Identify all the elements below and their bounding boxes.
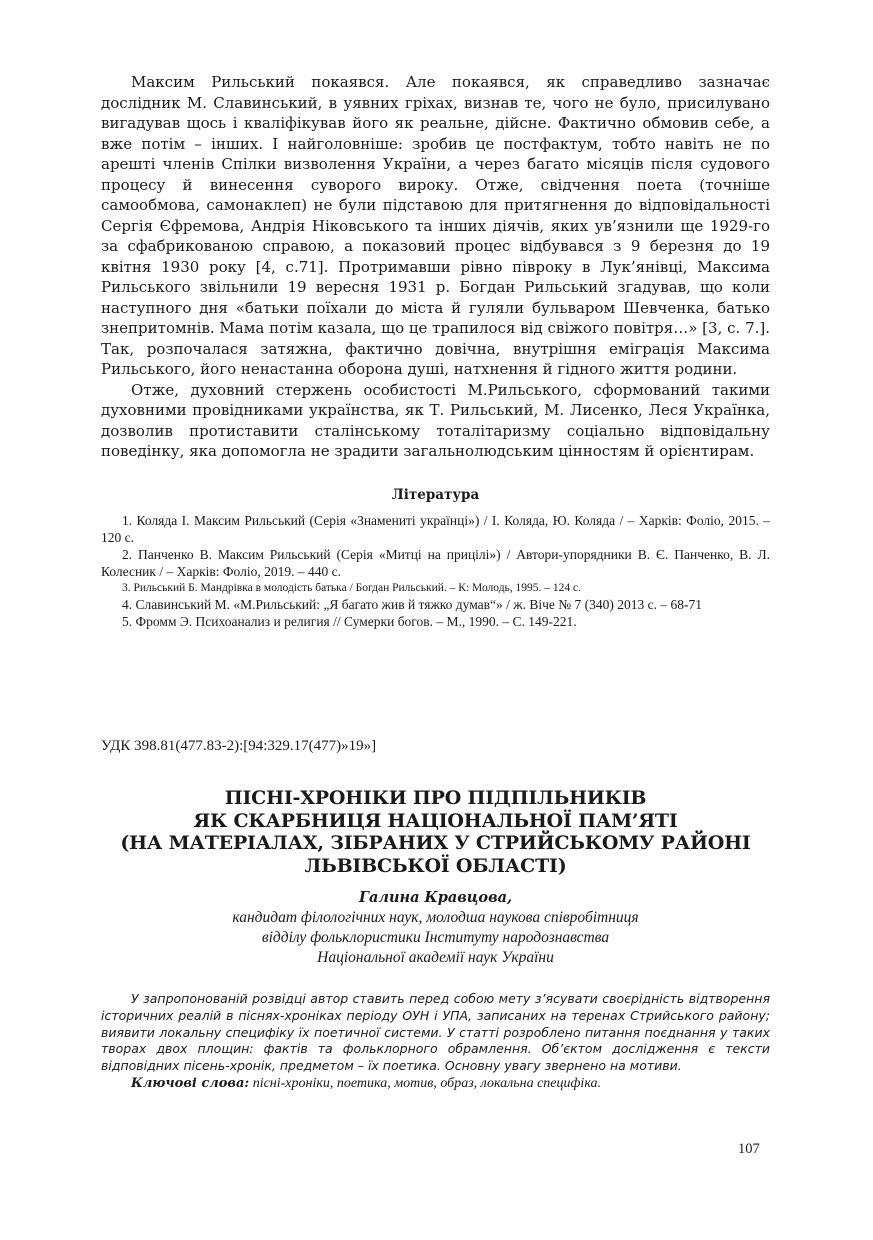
abstract-text: У запропонованій розвідці автор ставить перед собою мету з’ясувати своєрідність відтворення історичних реалій в піснях-хроніках періоду ОУН і УПА, записаних на теренах Стрийського району; виявити локальну специфіку їх поетичної системи. У статті розроблено питання поєднання у таких творах двох площин: фактів та фольклорного обрамлення. Об’єктом дослідження є тексти відповідних пісень-хронік, предметом – їх поетика. Основну увагу звернено на мотиви. <box>101 991 770 1074</box>
body-paragraph-1: Максим Рильський покаявся. Але покаявся, як справедливо зазначає дослідник М. Славинський, в уявних гріхах, визнав те, чого не було, присилувано вигадував щось і кваліфікував його як реальне, дійсне. Фактично обмовив себе, а вже потім – інших. І найголовніше: зробив це постфактум, тобто навіть не по арешті членів Спілки визволення України, а через багато місяців після судового процесу й винесення суворого вироку. Отже, свідчення поета (точніше самообмова, самонаклеп) не були підставою для притягнення до відповідальності Сергія Єфремова, Андрія Ніковського та інших діячів, яких ув’язнили ще 1929-го за сфабрикованою справою, а показовий процес відбувався з 9 березня до 19 квітня 1930 року [4, с.71]. Протримавши рівно півроку в Лук’янівці, Максима Рильського звільнили 19 вересня 1931 р. Богдан Рильський згадував, що коли наступного дня «батьки поїхали до міста й гуляли бульваром Шевченка, батько знепритомнів. Мама потім казала, що це трапилося від свіжого повітря…» [3, с. 7.]. Так, розпочалася затяжна, фактично довічна, внутрішня еміграція Максима Рильського, його ненастанна оборона душі, натхнення й гідного життя родини. <box>101 73 770 378</box>
page-number: 107 <box>738 1141 760 1157</box>
author-block <box>101 888 770 968</box>
reference-item-2: 2. Панченко В. Максим Рильський (Серія «Митці на прицілі») / Автори-упорядники В. Є. Панченко, В. Л. Колесник / – Харків: Фоліо, 2019. – 440 с. <box>101 547 770 579</box>
reference-item-1: 1. Коляда І. Максим Рильський (Серія «Знамениті українці») / І. Коляда, Ю. Коляда / – Харків: Фоліо, 2015. – 120 с. <box>101 513 770 545</box>
title-line-2: ЯК СКАРБНИЦЯ НАЦІОНАЛЬНОЇ ПАМ’ЯТІ <box>193 809 678 832</box>
article-title <box>101 787 770 877</box>
keywords-label: Ключові слова: <box>131 1075 250 1091</box>
affiliation-line-3: Національної академії наук України <box>317 949 554 966</box>
abstract <box>101 991 770 1093</box>
title-line-3: (НА МАТЕРІАЛАХ, ЗІБРАНИХ У СТРИЙСЬКОМУ РАЙОНІ <box>120 832 751 854</box>
author-name: Галина Кравцова, <box>358 889 513 906</box>
reference-item-4: 4. Славинський М. «М.Рильський: „Я багато жив й тяжко думав“» / ж. Віче № 7 (340) 2013 с. – 68-71 <box>122 597 703 612</box>
body-paragraph-2: Отже, духовний стержень особистості М.Рильського, сформований такими духовними провідниками українства, як Т. Рильський, М. Лисенко, Леся Українка, дозволив протиставити сталінському тоталітаризму соціально відповідальну поведінку, яка допомогла не зрадити загальнолюдським цінностям й орієнтирам. <box>101 380 770 460</box>
body-text <box>101 72 770 462</box>
keywords <box>101 1075 770 1093</box>
title-line-4: ЛЬВІВСЬКОЇ ОБЛАСТІ) <box>304 854 567 877</box>
reference-item-5: 5. Фромм Э. Психоанализ и религия // Сумерки богов. – М., 1990. – С. 149-221. <box>122 614 577 629</box>
title-line-1: ПІСНІ-ХРОНІКИ ПРО ПІДПІЛЬНИКІВ <box>224 787 647 809</box>
literature-heading: Література <box>391 487 480 503</box>
literature-section <box>101 487 770 630</box>
reference-list <box>101 512 770 630</box>
reference-item-3: 3. Рильський Б. Мандрівка в молодість батька / Богдан Рильський. – К: Молодь, 1995. – 124 с. <box>122 582 582 594</box>
keywords-text: пісні-хроніки, поетика, мотив, образ, локальна специфіка. <box>249 1075 602 1091</box>
udk-code: УДК 398.81(477.83-2):[94:329.17(477)»19»] <box>101 738 377 754</box>
article-header <box>101 738 770 755</box>
affiliation-line-1: кандидат філологічних наук, молодша наукова співробітниця <box>232 909 639 926</box>
affiliation-line-2: відділу фольклористики Інституту народознавства <box>261 929 610 946</box>
